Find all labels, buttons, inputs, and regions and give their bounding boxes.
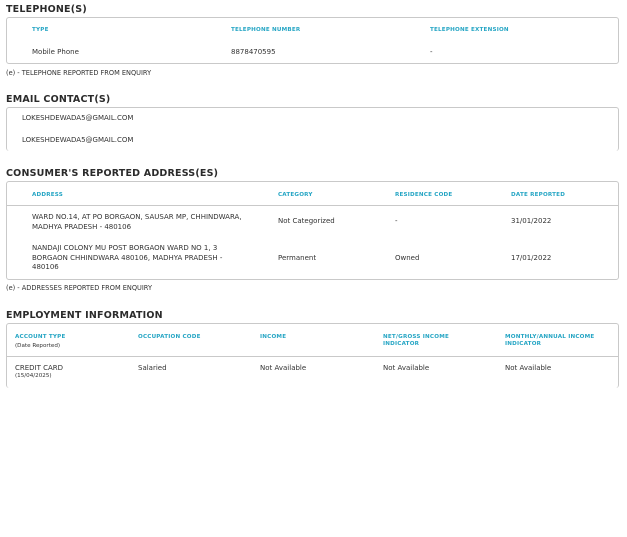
residence-code-cell: - [395, 217, 398, 225]
employment-title: EMPLOYMENT INFORMATION [6, 310, 163, 321]
date-reported-header: DATE REPORTED [511, 192, 566, 198]
phone-extension-header: TELEPHONE EXTENSION [430, 27, 509, 33]
phone-number-cell: 8878470595 [231, 48, 276, 56]
phone-number-header: TELEPHONE NUMBER [231, 27, 301, 33]
income-cell: Not Available [260, 364, 307, 372]
addresses-note: (e) - ADDRESSES REPORTED FROM ENQUIRY [6, 284, 152, 292]
telephones-title: TELEPHONE(S) [6, 4, 87, 15]
emails-panel [6, 107, 619, 151]
telephones-panel [6, 17, 619, 64]
date-reported-subheader: (Date Reported) [15, 343, 61, 349]
net-gross-cell: Not Available [383, 364, 430, 372]
category-cell: Permanent [278, 254, 317, 262]
phone-extension-cell: - [430, 48, 433, 56]
monthly-annual-header: MONTHLY/ANNUAL INCOME INDICATOR [505, 334, 595, 347]
category-header: CATEGORY [278, 192, 313, 198]
account-type-header: ACCOUNT TYPE [15, 334, 66, 340]
net-gross-header: NET/GROSS INCOME INDICATOR [383, 334, 449, 347]
email-item: LOKESHDEWADA5@GMAIL.COM [22, 136, 134, 144]
telephones-note: (e) - TELEPHONE REPORTED FROM ENQUIRY [6, 69, 152, 77]
occupation-code-header: OCCUPATION CODE [138, 334, 201, 340]
addresses-panel [6, 181, 619, 280]
addresses-title: CONSUMER'S REPORTED ADDRESS(ES) [6, 168, 219, 179]
date-reported-cell: 17/01/2022 [511, 254, 552, 262]
date-reported-cell: 31/01/2022 [511, 217, 552, 225]
account-type-cell: CREDIT CARD [15, 364, 64, 372]
residence-code-header: RESIDENCE CODE [395, 192, 453, 198]
divider [7, 356, 618, 357]
emails-title: EMAIL CONTACT(S) [6, 94, 111, 105]
income-header: INCOME [260, 334, 287, 340]
category-cell: Not Categorized [278, 217, 335, 225]
divider [7, 205, 618, 206]
address-header: ADDRESS [32, 192, 63, 198]
account-date-cell: (15/04/2025) [15, 373, 52, 379]
employment-panel [6, 323, 619, 388]
residence-code-cell: Owned [395, 254, 420, 262]
monthly-annual-cell: Not Available [505, 364, 552, 372]
address-cell: WARD NO.14, AT PO BORGAON, SAUSAR MP, CHHINDWARA, MADHYA PRADESH - 480106 [32, 213, 242, 231]
address-cell: NANDAJI COLONY MU POST BORGAON WARD NO 1, 3 BORGAON CHHINDWARA 480106, MADHYA PRADESH - 480106 [32, 244, 223, 271]
phone-type-header: TYPE [32, 27, 49, 33]
occupation-cell: Salaried [138, 364, 167, 372]
email-item: LOKESHDEWADA5@GMAIL.COM [22, 114, 134, 122]
phone-type-cell: Mobile Phone [32, 48, 79, 56]
